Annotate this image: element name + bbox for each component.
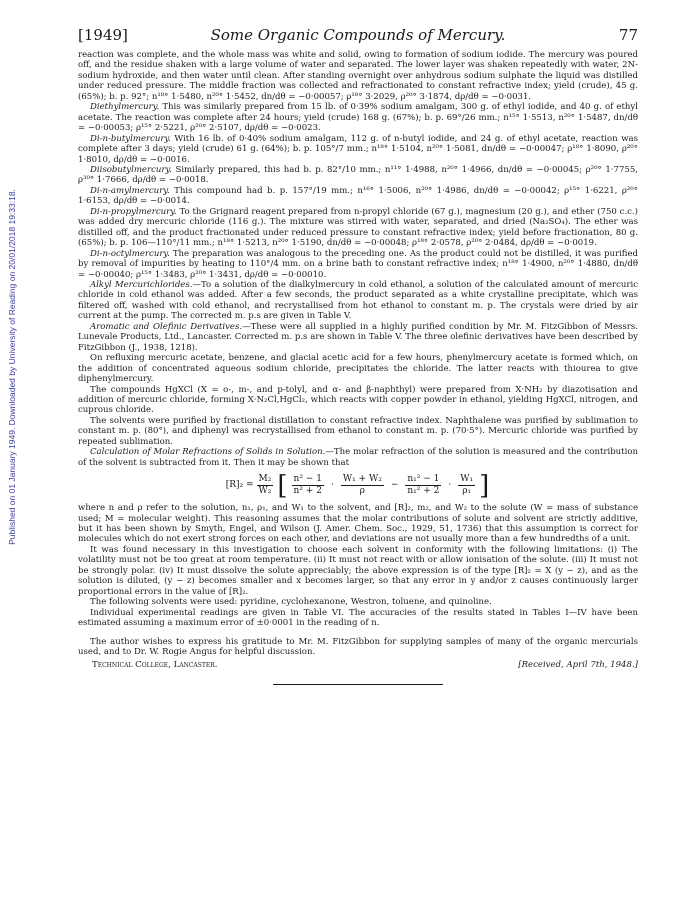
equation-lhs: [R]₂ = [225,480,254,491]
paragraph-text: The preparation was analogous to the preceding one. As the product could not be distilled, it was purified by removal of impurities by heating to 110°/4 mm. on a brine bath to constant refractive index; n¹⁸° 1·4900, n²⁰° 1·4880, dn/dθ = −0·00040; ρ¹⁵° 1·3483, ρ²⁰° 1·3431, dρ/dθ = −0·00010. [78,248,638,280]
paragraph-text: —These were all supplied in a highly purified condition by Mr. M. FitzGibbon of Messrs. Lunevale Products, Ltd., Lancaster. Corrected m. p.s are shown in Table V. The three olefinic derivatives have been described by FitzGibbon (J., 1938, 1218). [78,321,638,353]
paragraph-calculation [78,447,638,468]
paragraph-text: —The molar refraction of the solution is measured and the contribution of the solvent is subtracted from it. Then it may be shown that [78,447,639,468]
molar-refraction-equation [78,470,638,501]
subheading: Di-n-propylmercury. [90,206,177,217]
paragraph-dipropylmercury [78,207,638,249]
received-date: [Received, April 7th, 1948.] [518,660,638,671]
fraction-n1: $\frac{\text{n₁² − 1}}{\text{n₁² + 2}}$ [407,474,440,497]
institution: Technical College, Lancaster. [92,660,218,671]
subheading: Di-n-octylmercury. [90,248,170,259]
running-header [78,26,638,50]
paragraph: reaction was complete, and the whole mass was white and solid, owing to formation of sodium iodide. The mercury was poured off, and the residue shaken with a large volume of water and separated. The lower layer was shaken repeatedly with water, 2N-sodium hydroxide, and then water until clean. After standing overnight over anhydrous sodium sulphate the liquid was distilled under reduced pressure. The middle fraction was collected and refractionated to constant refractive index; yield (crude), 45 g. (65%); b. p. 92°; n¹⁸° 1·5480, n²⁰° 1·5452, dn/dθ = −0·00057; ρ¹⁸° 3·2029, ρ²⁰° 3·1874, dρ/dθ = −0·0031. [78,50,638,102]
paragraph: It was found necessary in this investigation to choose each solvent in conformity with the following limitations: (i) The volatility must not be too great at room temperature. (ii) It must not react with or allow ionisation of the solute. (iii) It must not be strongly polar. (iv) It must dissolve the solute appreciably; the above expression is of the type [R]₂ = X (y − z), and as the solution is diluted, (y − z) becomes smaller and x becomes larger, so that any error in y and/or z causes continuously larger proportional errors in the value of [R]₂. [78,544,638,597]
spacer [78,629,638,637]
paragraph-text: To the Grignard reagent prepared from n-propyl chloride (67 g.), magnesium (20 g.), and ether (750 c.c.) was added dry mercuric chloride (116 g.). The mixture was stirred with water, separated, and dried (Na₂SO₄). The ether was distilled off, and the product fractionated under reduced pressure to constant refractive index; yield before fractionation, 80 g. (65%); b. p. 106—110°/11 mm.; n¹⁸° 1·5213, n²⁰° 1·5190, dn/dθ = −0·00048; ρ¹⁸° 2·0578, ρ²⁰° 2·0484, dρ/dθ = −0·0019. [78,206,638,249]
subheading: Alkyl Mercurichlorides. [90,279,193,290]
paragraph-mercurichlorides [78,280,638,322]
paragraph: The compounds HgXCl (X = o-, m-, and p-tolyl, and α- and β-naphthyl) were prepared from X·NH₂ by diazotisation and addition of mercuric chloride, forming X·N₂Cl,HgCl₂, which reacts with copper powder in ethanol, yielding HgXCl, nitrogen, and cuprous chloride. [78,384,638,416]
dot-operator: · [330,480,334,491]
left-bracket: [ [277,470,288,501]
publication-note-text: Published on 01 January 1949. Downloaded by University of Reading on 20/01/2018 19:33:18. [7,188,17,545]
paragraph-text: —To a solution of the dialkylmercury in cold ethanol, a solution of the calculated amount of mercuric chloride in cold ethanol was added. After a few seconds, the product separated as a white crystalline precipitate, which was filtered off, washed with cold ethanol, and recrystallised from hot ethanol to constant m. p. The crystals were dried by air current at the pump. The corrected m. p.s are given in Table V. [78,279,638,322]
paragraph: The following solvents were used: pyridine, cyclohexanone, Westron, toluene, and quinoline. [90,597,492,608]
subheading: Di-n-amylmercury. [90,185,170,196]
fraction-m2-w2: $\frac{\text{M₂}}{\text{W₂}}$ [258,474,272,497]
paragraph-dibutylmercury [78,134,638,165]
publication-sidebar-note [4,139,20,594]
article-footer [78,660,638,672]
fraction-n: $\frac{\text{n² − 1}}{\text{n² + 2}}$ [293,474,322,497]
fraction-w1-rho1: $\frac{\text{W₁}}{\text{ρ₁}}$ [460,474,474,497]
paragraph-text: With 16 lb. of 0·40% sodium amalgam, 112 g. of n-butyl iodide, and 24 g. of ethyl acetate, reaction was complete after 3 days; yield (crude) 61 g. (64%); b. p. 105°/7 mm.; n¹⁸° 1·5104, n²⁰° 1·5081, dn/dθ = −0·00047; ρ¹⁸° 1·8090, ρ²⁰° 1·8010, dρ/dθ = −0·0016. [78,133,638,165]
header-page-number: 77 [618,26,638,44]
subheading: Diethylmercury. [90,102,160,113]
paragraph-text: This compound had b. p. 157°/19 mm.; n¹⁶° 1·5006, n²⁰° 1·4986, dn/dθ = −0·00042; ρ¹⁵° 1·6221, ρ²⁰° 1·6153, dρ/dθ = −0·0014. [78,185,638,207]
paragraph-diethylmercury [78,102,638,133]
end-rule [273,684,443,685]
dot-operator: · [448,480,452,491]
paragraph-aromatic [78,322,638,353]
paragraph: The solvents were purified by fractional distillation to constant refractive index. Naphthalene was purified by sublimation to constant m. p. (80°), and diphenyl was recrystallised from ethanol to constant m. p. (70·5°). Mercuric chloride was purified by repeated sublimation. [78,415,638,447]
paragraph-diamylmercury [78,186,638,207]
header-year: [1949] [78,26,128,44]
subheading: Di-n-butylmercury. [90,133,171,144]
subheading: Aromatic and Olefinic Derivatives. [90,321,243,332]
paragraph: On refluxing mercuric acetate, benzene, and glacial acetic acid for a few hours, phenylmercury acetate is formed which, on the addition of concentrated aqueous sodium chloride, precipitates the chloride. The latter reacts with thiourea to give diphenylmercury. [78,353,638,385]
paragraph-text: This was similarly prepared from 15 lb. of 0·39% sodium amalgam, 300 g. of ethyl iodide, and 40 g. of ethyl acetate. The reaction was complete after 24 hours; yield (crude) 168 g. (67%); b. p. 69°/26 mm.; n¹⁵° 1·5513, n²⁰° 1·5487, dn/dθ = −0·00053; ρ¹⁵° 2·5221, ρ²⁰° 2·5107, dρ/dθ = −0·0023. [78,102,638,134]
subheading: Calculation of Molar Refractions of Solids in Solution. [90,447,326,458]
header-title: Some Organic Compounds of Mercury. [210,26,506,44]
journal-page [78,26,638,685]
paragraph-text: Similarly prepared, this had b. p. 82°/10 mm.; n¹¹° 1·4988, n²⁰° 1·4966, dn/dθ = −0·00045; ρ²⁰° 1·7755, ρ³⁰° 1·7666, dρ/dθ = −0·0018. [78,164,638,186]
fraction-w-rho: $\frac{\text{W₁ + W₂}}{\rho}$ [342,474,382,497]
paragraph: Individual experimental readings are given in Table VI. The accuracies of the results stated in Tables I—IV have been estimated assuming a maximum error of ±0·0001 in the reading of n. [78,607,638,629]
paragraph-diisobutylmercury [78,165,638,186]
paragraph: where n and ρ refer to the solution, n₁, ρ₁, and W₁ to the solvent, and [R]₂, m₂, and W₂ to the solute (W = mass of substance used; M = molecular weight). This reasoning assumes that the molar contributions of solute and solvent are strictly additive, but it has been shown by Smyth, Engel, and Wilson (J. Amer. Chem. Soc., 1929, 51, 1736) that this assumption is correct for molecules which do not exert strong forces on each other, and deviations are not usually more than a few hundredths of a unit. [78,503,638,545]
subheading: Diisobutylmercury. [90,164,172,175]
acknowledgement: The author wishes to express his gratitude to Mr. M. FitzGibbon for supplying samples of many of the organic mercurials used, and to Dr. W. Rogie Angus for helpful discussion. [78,636,638,658]
minus-operator: − [390,480,399,491]
article-body [78,50,638,657]
paragraph-dioctylmercury [78,249,638,280]
right-bracket: ] [479,470,490,501]
